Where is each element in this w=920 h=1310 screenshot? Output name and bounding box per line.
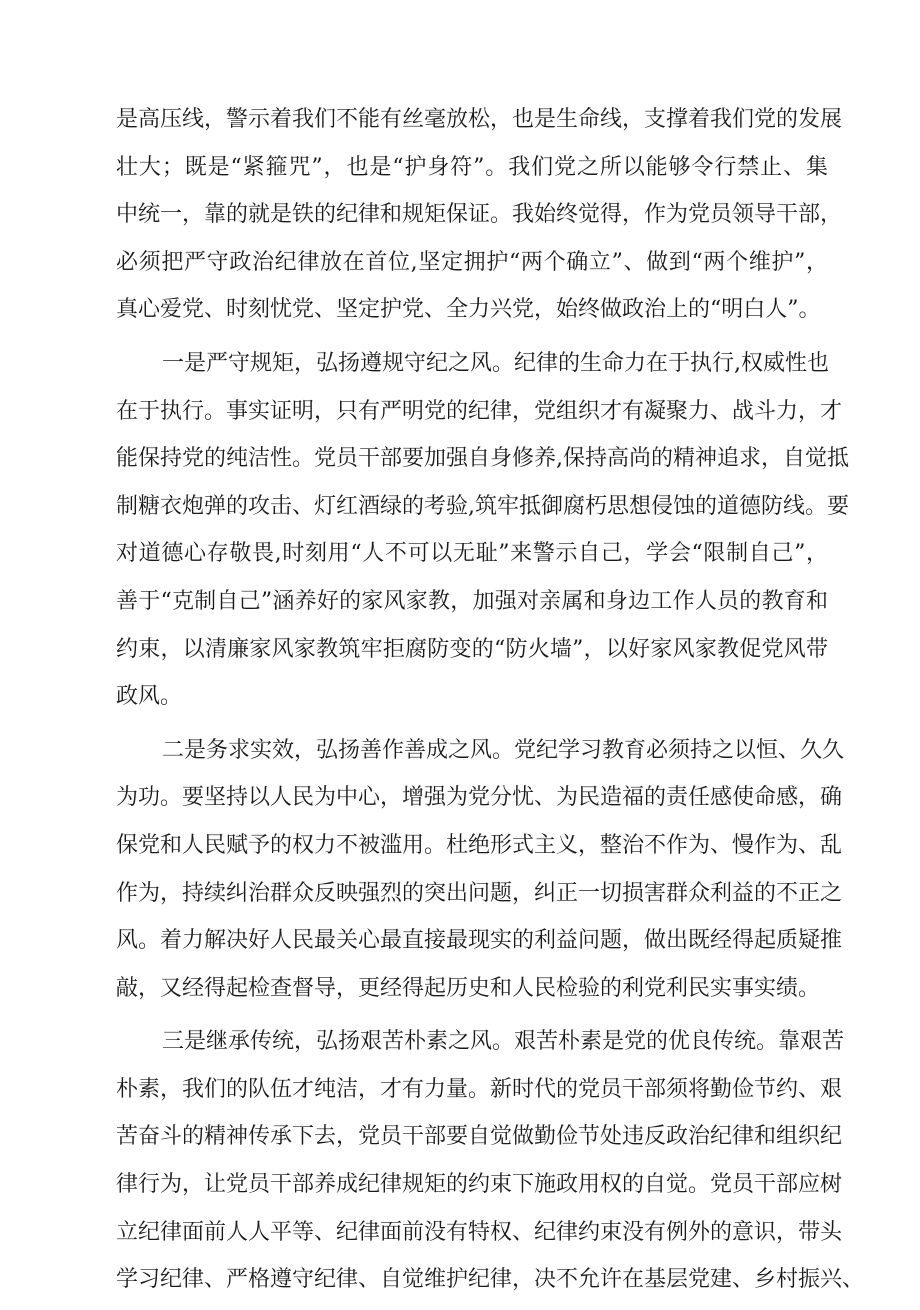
text-line: 三是继承传统，弘扬艰苦朴素之风。艰苦朴素是党的优良传统。靠艰苦 [162, 1029, 845, 1055]
text-line: 在于执行。事实证明，只有严明党的纪律，党组织才有凝聚力、战斗力，才 [116, 398, 843, 424]
text-line: 敲，又经得起检查督导，更经得起历史和人民检验的利党利民实事实绩。 [116, 975, 821, 1001]
text-line: 对道德心存敬畏,时刻用“人不可以无耻”来警示自己，学会“限制自己”， [116, 541, 828, 567]
text-line: 真心爱党、时刻忧党、坚定护党、全力兴党，始终做政治上的“明白人”。 [116, 297, 821, 323]
paragraph-point-three [116, 1018, 865, 1304]
paragraph-continued [116, 96, 843, 334]
text-line: 中统一，靠的就是铁的纪律和规矩保证。我始终觉得，作为党员领导干部， [116, 202, 843, 228]
paragraph-point-one [116, 340, 849, 721]
text-line: 一是严守规矩，弘扬遵规守纪之风。纪律的生命力在于执行,权威性也 [162, 350, 829, 376]
text-line: 律行为，让党员干部养成纪律规矩的约束下施政用权的自觉。党员干部应树 [116, 1172, 843, 1198]
text-line: 政风。 [116, 684, 183, 710]
text-line: 制糖衣炮弹的攻击、灯红酒绿的考验,筑牢抵御腐朽思想侵蚀的道德防线。要 [116, 493, 849, 519]
text-line: 必须把严守政治纪律放在首位,坚定拥护“两个确立”、做到“两个维护”， [116, 249, 828, 275]
text-line: 学习纪律、严格遵守纪律、自觉维护纪律，决不允许在基层党建、乡村振兴、 [116, 1267, 865, 1293]
text-line: 善于“克制自己”涵养好的家风家教，加强对亲属和身边工作人员的教育和 [116, 588, 828, 614]
document-body [116, 96, 865, 1310]
text-line: 立纪律面前人人平等、纪律面前没有特权、纪律约束没有例外的意识，带头 [116, 1219, 843, 1245]
text-line: 风。着力解决好人民最关心最直接最现实的利益问题，做出既经得起质疑推 [116, 928, 843, 954]
text-line: 朴素，我们的队伍才纯洁，才有力量。新时代的党员干部须将勤俭节约、艰 [116, 1076, 843, 1102]
text-line: 为功。要坚持以人民为中心，增强为党分忧、为民造福的责任感使命感，确 [116, 785, 843, 811]
paragraph-point-two [116, 727, 845, 1013]
text-line: 壮大；既是“紧箍咒”，也是“护身符”。我们党之所以能够令行禁止、集 [116, 154, 828, 180]
text-line: 作为，持续纠治群众反映强烈的突出问题，纠正一切损害群众利益的不正之 [116, 880, 843, 906]
text-line: 是高压线，警示着我们不能有丝毫放松，也是生命线，支撑着我们党的发展 [116, 107, 843, 132]
text-line: 苦奋斗的精神传承下去，党员干部要自觉做勤俭节处违反政治纪律和组织纪 [116, 1124, 843, 1150]
text-line: 二是务求实效，弘扬善作善成之风。党纪学习教育必须持之以恒、久久 [162, 737, 845, 763]
text-line: 约束，以清廉家风家教筑牢拒腐防变的“防火墙”，以好家风家教促党风带 [116, 636, 828, 662]
text-line: 能保持党的纯洁性。党员干部要加强自身修养,保持高尚的精神追求，自觉抵 [116, 446, 849, 472]
text-line: 保党和人民赋予的权力不被滥用。杜绝形式主义，整治不作为、慢作为、乱 [116, 832, 843, 858]
